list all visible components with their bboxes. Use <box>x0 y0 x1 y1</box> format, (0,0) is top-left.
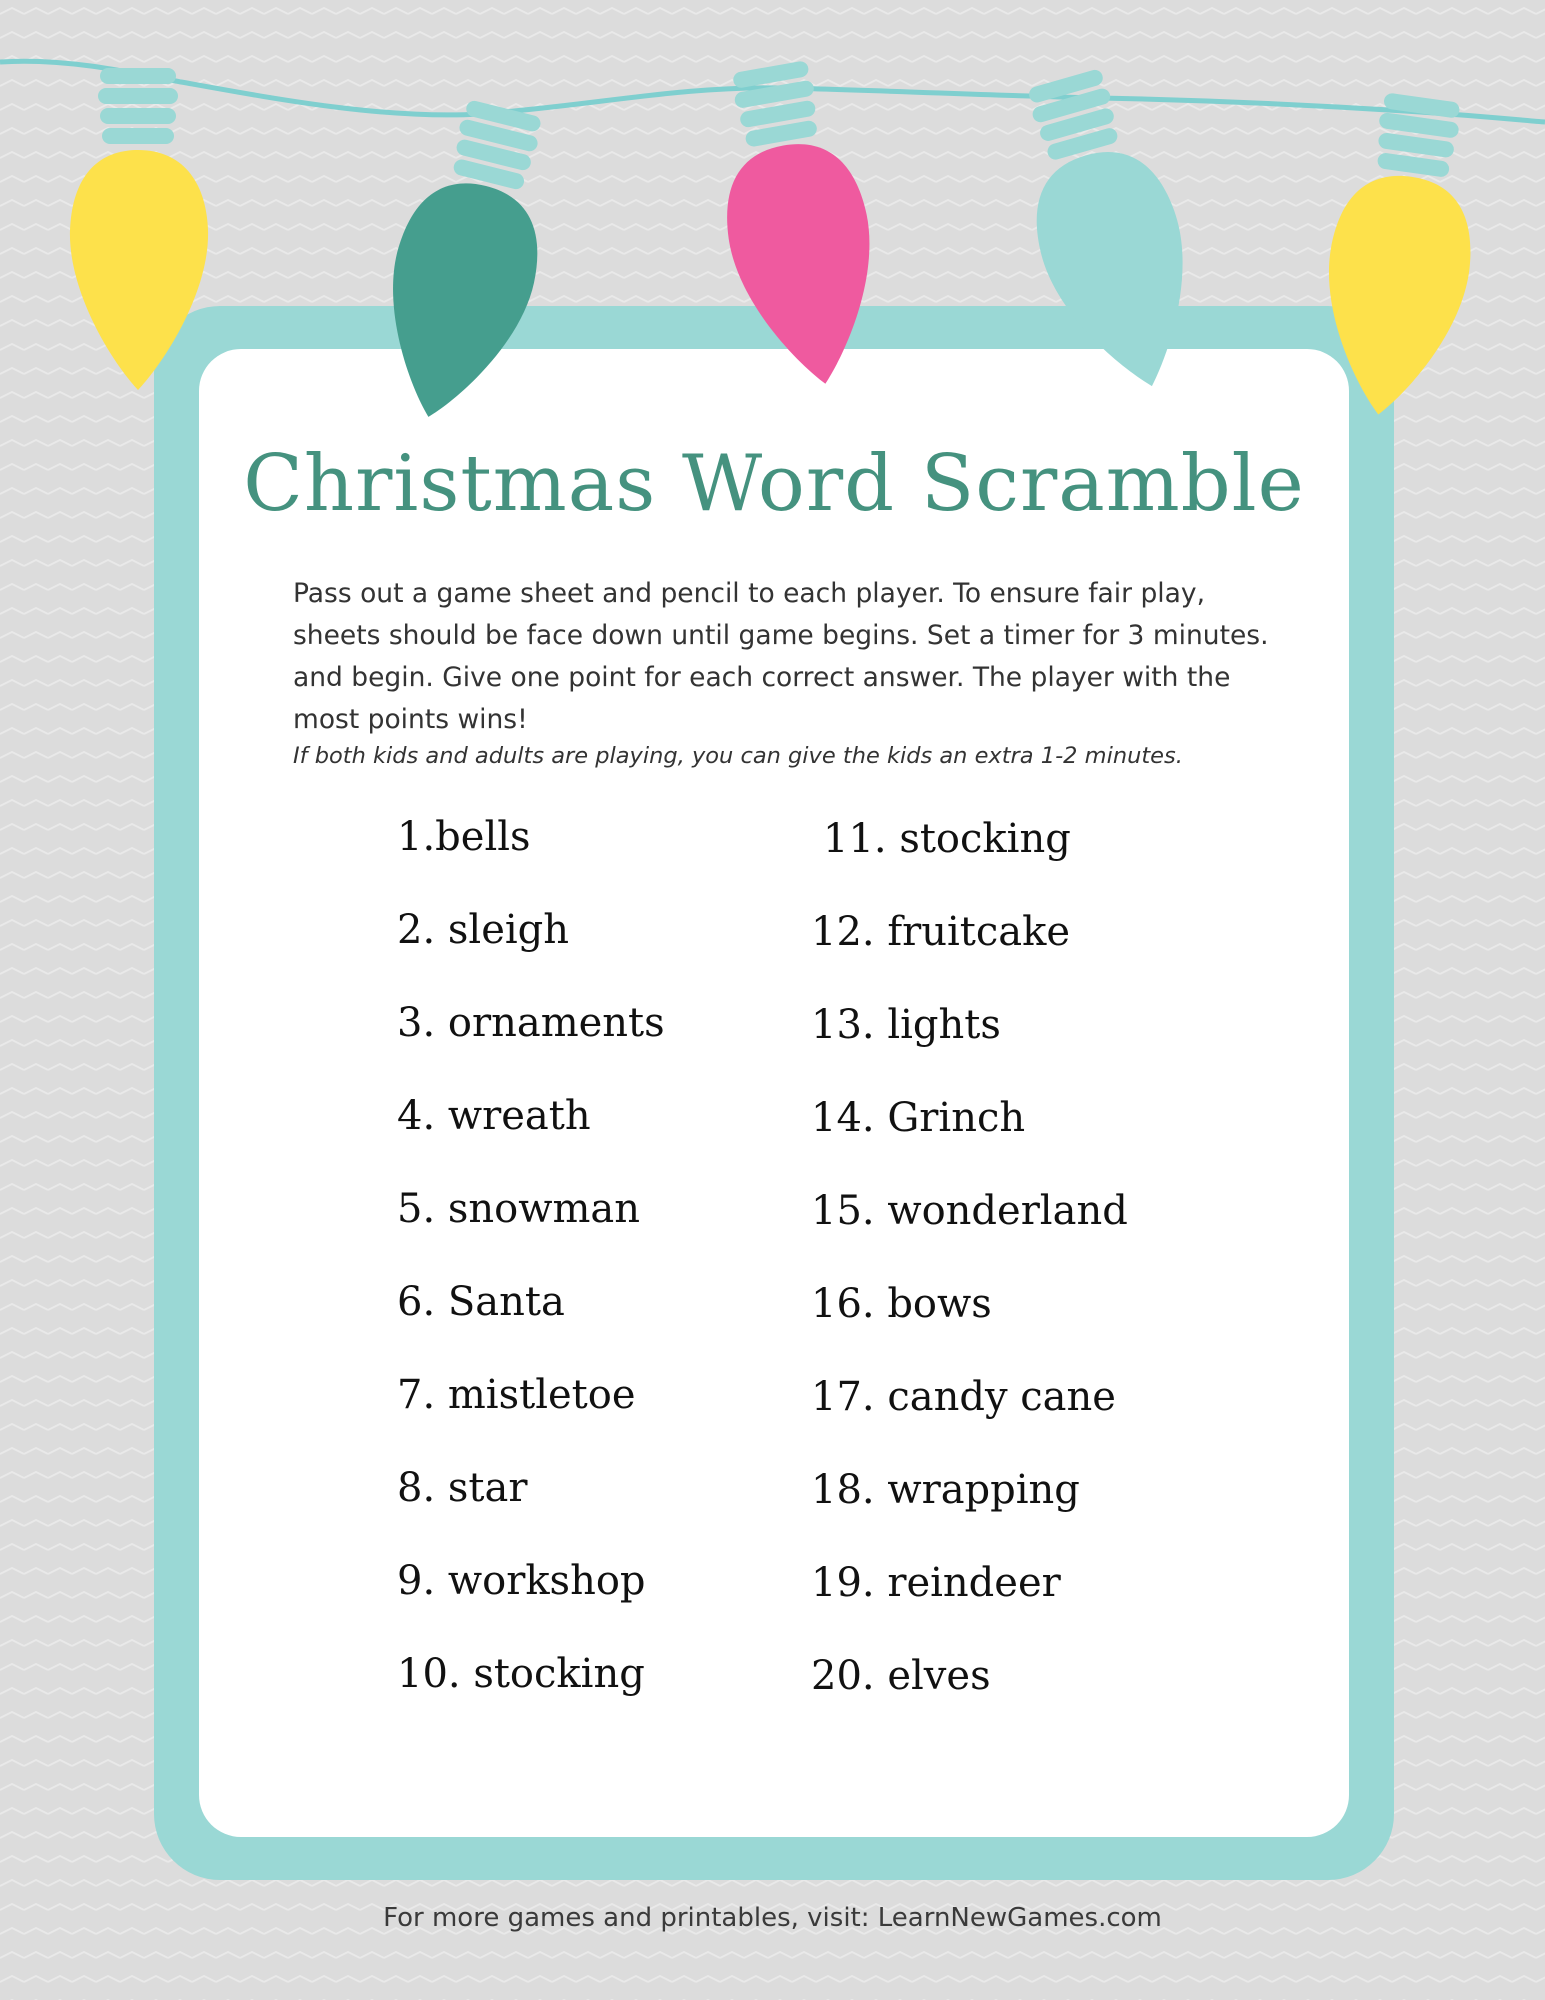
instructions-note: If both kids and adults are playing, you can give the kids an extra 1-2 minutes. <box>293 743 1183 769</box>
word-item: 1.bells <box>397 814 531 860</box>
word-list-left <box>397 812 665 1742</box>
word-item: 16. bows <box>811 1281 992 1327</box>
word-item: 7. mistletoe <box>397 1372 636 1418</box>
word-item: 9. workshop <box>397 1558 646 1604</box>
word-item: 13. lights <box>811 1002 1001 1048</box>
word-item: 12. fruitcake <box>811 909 1071 955</box>
page-title: Christmas Word Scramble <box>243 439 1305 529</box>
word-item: 15. wonderland <box>811 1188 1128 1234</box>
word-item: 19. reindeer <box>811 1560 1061 1606</box>
word-item: 17. candy cane <box>811 1374 1116 1420</box>
word-item: 20. elves <box>811 1653 991 1699</box>
word-item: 3. ornaments <box>397 1000 665 1046</box>
word-list-right <box>811 814 1128 1744</box>
word-item: 4. wreath <box>397 1093 591 1139</box>
word-item: 18. wrapping <box>811 1467 1080 1513</box>
footer-text: For more games and printables, visit: LearnNewGames.com <box>383 1903 1162 1933</box>
word-item: 6. Santa <box>397 1279 565 1325</box>
instructions-text: Pass out a game sheet and pencil to each player. To ensure fair play, sheets should be face down until game begins. Set a timer for 3 minutes. and begin. Give one point for each correct answer. The player with the most points wins! <box>293 578 1269 735</box>
word-item: 5. snowman <box>397 1186 641 1232</box>
word-item: 11. stocking <box>823 816 1071 862</box>
word-item: 14. Grinch <box>811 1095 1026 1141</box>
word-item: 10. stocking <box>397 1651 645 1697</box>
word-item: 8. star <box>397 1465 528 1511</box>
word-item: 2. sleigh <box>397 907 570 953</box>
